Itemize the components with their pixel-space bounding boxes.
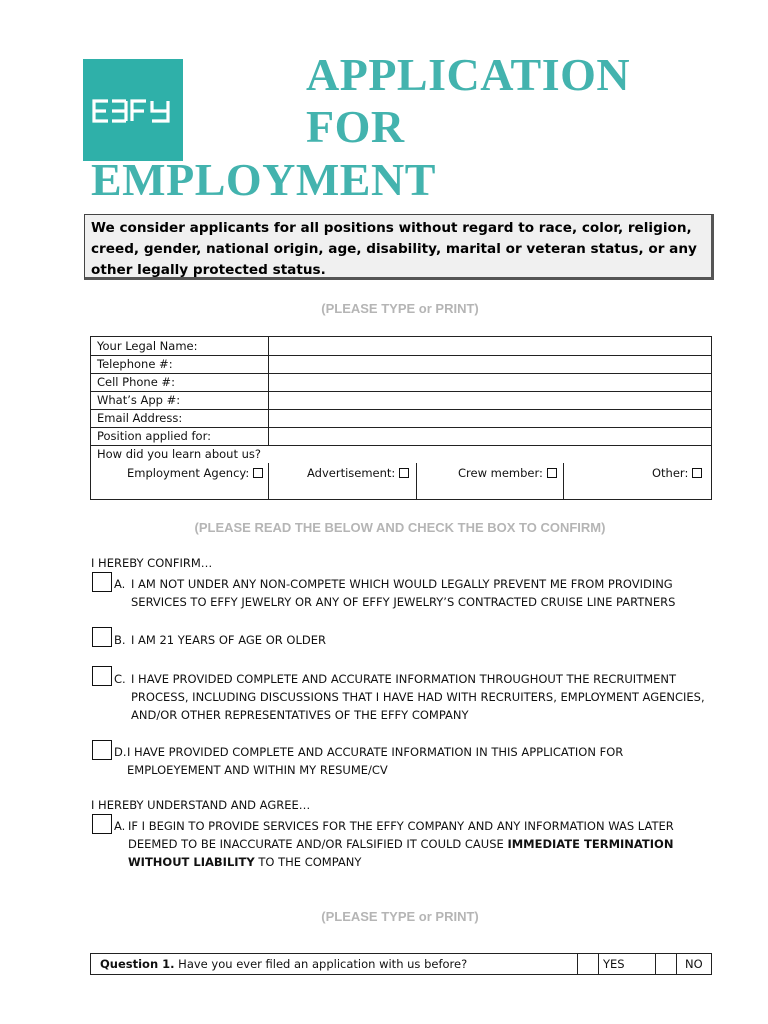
- agree-a-checkbox[interactable]: [92, 814, 112, 834]
- table-row: [91, 337, 711, 356]
- question-1-body: Have you ever filed an application with us before?: [174, 957, 468, 971]
- confirm-c-checkbox[interactable]: [92, 666, 112, 686]
- applicant-info-table: [90, 336, 712, 500]
- agree-a-line-3: [128, 853, 361, 871]
- confirm-b-checkbox[interactable]: [92, 627, 112, 647]
- table-row: [91, 427, 711, 446]
- question-1-label: Question 1.: [100, 957, 175, 971]
- question-1-text: [100, 957, 467, 971]
- confirm-a-letter: A.: [114, 577, 126, 591]
- column-divider: [563, 463, 564, 499]
- email-field[interactable]: [269, 409, 711, 427]
- telephone-field[interactable]: [269, 355, 711, 373]
- question-1-no-checkbox[interactable]: [655, 954, 677, 974]
- agree-heading: I HEREBY UNDERSTAND AND AGREE…: [91, 798, 311, 812]
- confirm-b-letter: B.: [114, 633, 126, 647]
- option-label: Other:: [652, 466, 689, 480]
- table-row: [91, 373, 711, 392]
- telephone-label: Telephone #:: [97, 357, 173, 371]
- column-divider: [268, 463, 269, 499]
- confirm-d-line-2: EMPLOEYEMENT AND WITHIN MY RESUME/CV: [127, 763, 388, 777]
- option-crew-member: [458, 466, 557, 480]
- title-line-3: EMPLOYMENT: [91, 154, 436, 205]
- title-line-2: FOR: [306, 101, 405, 152]
- whatsapp-label: What’s App #:: [97, 393, 181, 407]
- confirm-d-line-1: I HAVE PROVIDED COMPLETE AND ACCURATE INFORMATION IN THIS APPLICATION FOR: [127, 745, 624, 759]
- question-1-row: [90, 953, 712, 975]
- cell-phone-field[interactable]: [269, 373, 711, 391]
- position-label: Position applied for:: [97, 429, 211, 443]
- without-liability-text: WITHOUT LIABILITY: [128, 855, 255, 869]
- read-and-check-hint: (PLEASE READ THE BELOW AND CHECK THE BOX TO CONFIRM): [194, 520, 606, 535]
- immediate-termination-text: IMMEDIATE TERMINATION: [507, 837, 674, 851]
- agree-a-line-2: [128, 835, 673, 853]
- confirm-heading: I HEREBY CONFIRM…: [91, 556, 213, 570]
- type-or-print-hint: (PLEASE TYPE or PRINT): [321, 301, 479, 316]
- other-checkbox[interactable]: [692, 468, 702, 478]
- option-other: [652, 466, 702, 480]
- agree-a-letter: A.: [114, 819, 126, 833]
- confirm-a-checkbox[interactable]: [92, 572, 112, 592]
- learn-about-row: [91, 445, 711, 499]
- option-advertisement: [307, 466, 409, 480]
- confirm-d-letter: D.: [114, 745, 127, 759]
- confirm-a-line-1: I AM NOT UNDER ANY NON-COMPETE WHICH WOULD LEGALLY PREVENT ME FROM PROVIDING: [131, 577, 673, 591]
- agree-a-line-2-text: DEEMED TO BE INACCURATE AND/OR FALSIFIED IT COULD CAUSE: [128, 837, 508, 851]
- confirm-c-letter: C.: [114, 672, 126, 686]
- effy-logo: [83, 59, 183, 161]
- question-1-no-label: NO: [685, 957, 703, 971]
- learn-about-question: How did you learn about us?: [97, 447, 261, 461]
- option-label: Advertisement:: [307, 466, 396, 480]
- type-or-print-hint-2: (PLEASE TYPE or PRINT): [321, 909, 479, 924]
- whatsapp-field[interactable]: [269, 391, 711, 409]
- confirm-d-checkbox[interactable]: [92, 740, 112, 760]
- confirm-c-line-1: I HAVE PROVIDED COMPLETE AND ACCURATE INFORMATION THROUGHOUT THE RECRUITMENT: [131, 672, 677, 686]
- confirm-b-line-1: I AM 21 YEARS OF AGE OR OLDER: [131, 633, 326, 647]
- employment-agency-checkbox[interactable]: [253, 468, 263, 478]
- advertisement-checkbox[interactable]: [399, 468, 409, 478]
- column-divider: [416, 463, 417, 499]
- confirm-c-line-3: AND/OR OTHER REPRESENTATIVES OF THE EFFY COMPANY: [131, 708, 469, 722]
- confirm-c-line-2: PROCESS, INCLUDING DISCUSSIONS THAT I HAVE HAD WITH RECRUITERS, EMPLOYMENT AGENCIES,: [131, 690, 705, 704]
- option-label: Crew member:: [458, 466, 543, 480]
- agree-a-line-3-text: TO THE COMPANY: [254, 855, 362, 869]
- position-field[interactable]: [269, 427, 711, 445]
- option-label: Employment Agency:: [127, 466, 250, 480]
- table-row: [91, 391, 711, 410]
- question-1-yes-label: YES: [603, 957, 625, 971]
- equal-opportunity-notice: We consider applicants for all positions without regard to race, color, religion, creed, gender, national origin, age, disability, marital or veteran status, or any other legally protected status.: [84, 214, 714, 280]
- table-row: [91, 409, 711, 428]
- crew-member-checkbox[interactable]: [547, 468, 557, 478]
- title-line-1: APPLICATION: [306, 49, 631, 100]
- table-row: [91, 355, 711, 374]
- effy-logo-mark: [92, 99, 174, 123]
- email-label: Email Address:: [97, 411, 183, 425]
- option-employment-agency: [127, 466, 263, 480]
- question-1-yes-checkbox[interactable]: [577, 954, 599, 974]
- legal-name-label: Your Legal Name:: [97, 339, 198, 353]
- legal-name-field[interactable]: [269, 337, 711, 355]
- cell-phone-label: Cell Phone #:: [97, 375, 175, 389]
- agree-a-line-1: IF I BEGIN TO PROVIDE SERVICES FOR THE EFFY COMPANY AND ANY INFORMATION WAS LATER: [128, 819, 674, 833]
- confirm-a-line-2: SERVICES TO EFFY JEWELRY OR ANY OF EFFY JEWELRY’S CONTRACTED CRUISE LINE PARTNERS: [131, 595, 676, 609]
